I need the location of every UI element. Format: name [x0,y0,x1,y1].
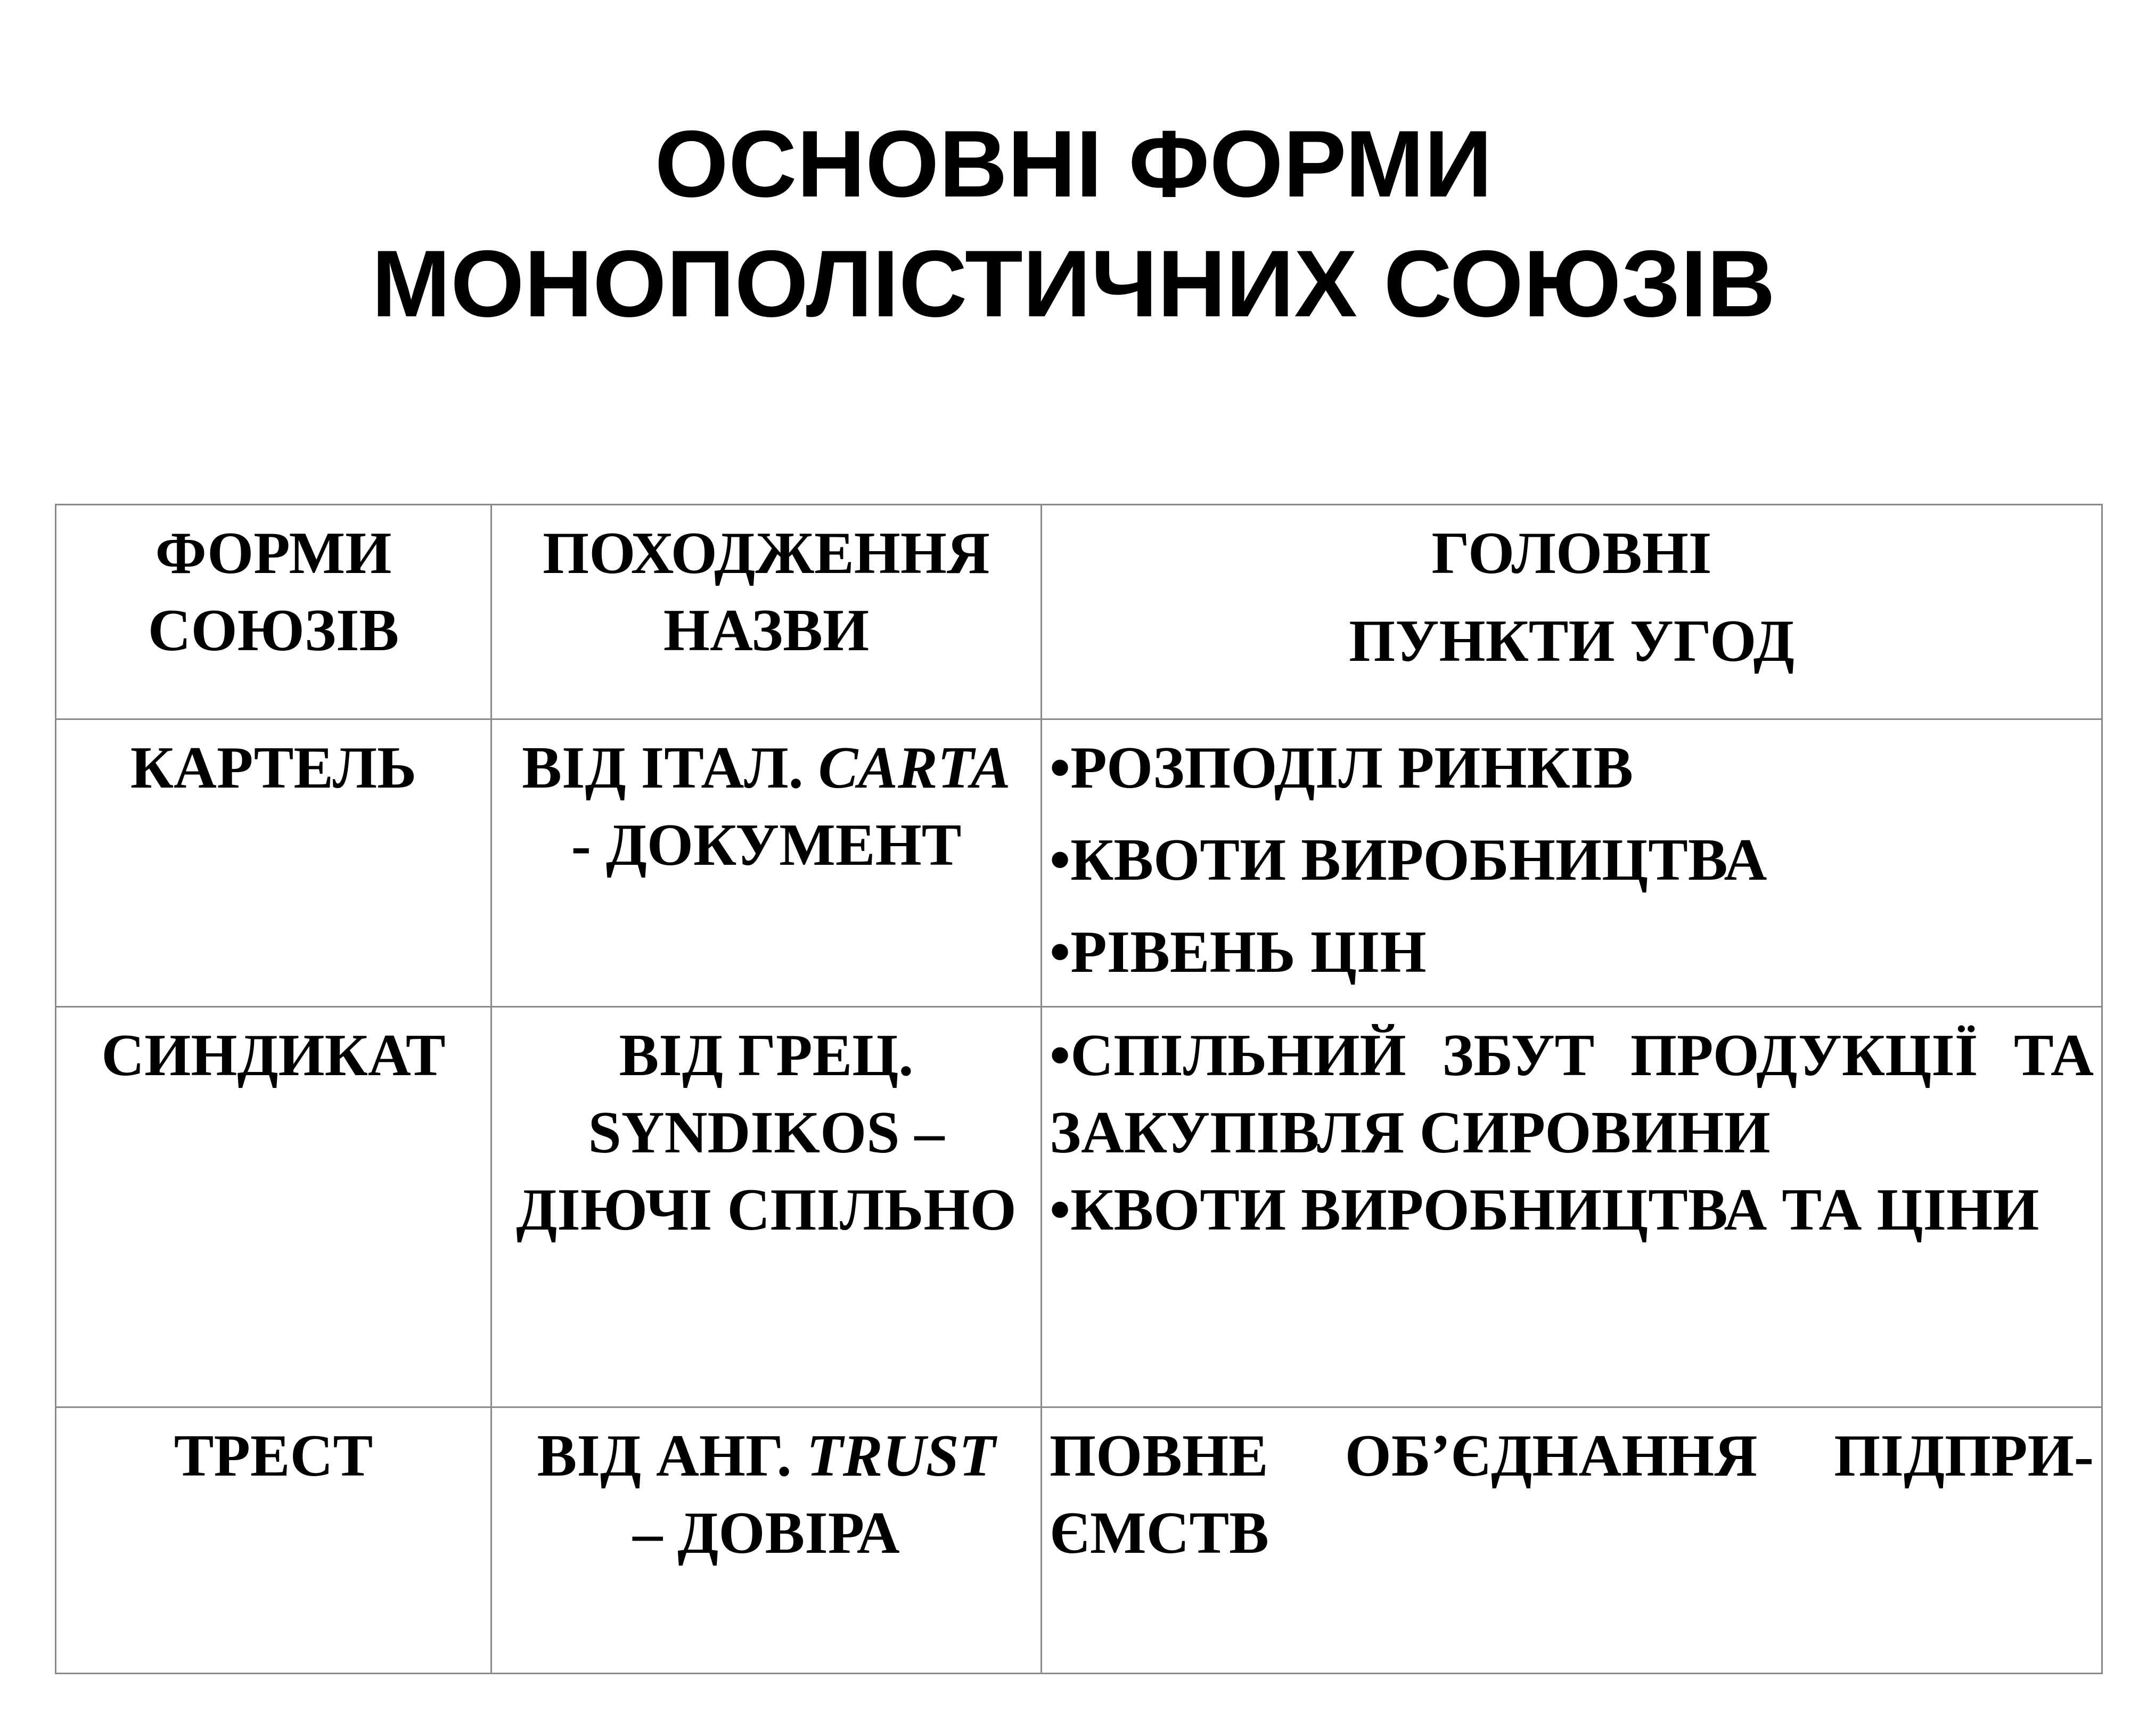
title-line-1: ОСНОВНІ ФОРМИ [654,111,1493,217]
points-cell [1042,1007,2102,1407]
form-cell: ТРЕСТ [56,1407,491,1674]
table-row-cartel [56,719,2102,1007]
origin-cell: ВІД ГРЕЦ. SYNDIKOS – ДІЮЧІ СПІЛЬНО [491,1007,1042,1407]
origin-cell: ВІД ІТАЛ. CARTA - ДОКУМЕНТ [491,719,1042,1007]
header-cell-origin: ПОХОДЖЕННЯ НАЗВИ [491,505,1042,719]
points-cell [1042,1407,2102,1674]
list-item: •КВОТИ ВИРОБНИЦТВА [1050,827,1767,893]
list-item: •РОЗПОДІЛ РИНКІВ [1050,735,1634,801]
points-cell [1042,719,2102,1007]
list-item: •СПІЛЬНИЙ ЗБУТ ПРОДУКЦІЇ ТА ЗАКУПІВЛЯ СИРОВИНИ [1050,1022,2094,1166]
table-row-syndicate [56,1007,2102,1407]
list-item: •РІВЕНЬ ЦІН [1050,919,1427,985]
table-header-row [56,505,2102,719]
form-cell: КАРТЕЛЬ [56,719,491,1007]
monopoly-forms-table [55,504,2103,1674]
header-cell-points: ГОЛОВНІ ПУНКТИ УГОД [1042,505,2102,719]
title-line-2: МОНОПОЛІСТИЧНИХ СОЮЗІВ [371,231,1776,337]
page-title [0,104,2147,343]
list-item: •КВОТИ ВИРОБНИЦТВА ТА ЦІНИ [1050,1177,2039,1243]
form-cell: СИНДИКАТ [56,1007,491,1407]
table-row-trust [56,1407,2102,1674]
origin-cell: ВІД АНГ. TRUST – ДОВІРА [491,1407,1042,1674]
header-cell-forms: ФОРМИ СОЮЗІВ [56,505,491,719]
list-item: ПОВНЕ ОБ’ЄДНАННЯ ПІДПРИ-ЄМСТВ [1050,1423,2094,1566]
